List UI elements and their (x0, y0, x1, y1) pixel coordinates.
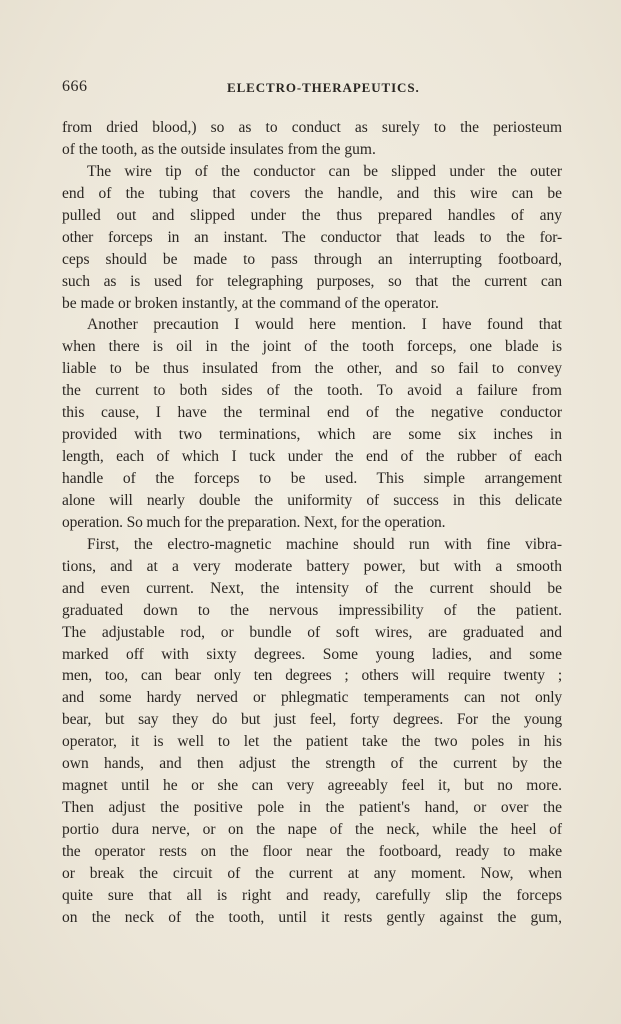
text-line: or break the circuit of the current at any moment. Now, when (62, 864, 562, 882)
text-line: pulled out and slipped under the thus prepared handles of any (62, 206, 562, 224)
text-line: handle of the forceps to be used. This simple arrangement (62, 470, 562, 487)
text-line: of the tooth, as the outside insulates from the gum. (62, 140, 376, 158)
text-line: alone will nearly double the uniformity of success in this delicate (62, 491, 562, 509)
text-line: end of the tubing that covers the handle, and this wire can be (62, 184, 562, 202)
text-line: The wire tip of the conductor can be slipped under the outer (87, 162, 562, 180)
text-line: other forceps in an instant. The conductor that leads to the for- (62, 228, 562, 246)
text-line: when there is oil in the joint of the tooth forceps, one blade is (62, 338, 562, 356)
text-line: portio dura nerve, or on the nape of the neck, while the heel of (62, 821, 562, 838)
text-line: and even current. Next, the intensity of the current should be (62, 579, 562, 597)
text-line: on the neck of the tooth, until it rests gently against the gum, (62, 908, 562, 926)
page-header (62, 78, 562, 98)
text-line: tions, and at a very moderate battery power, but with a smooth (62, 557, 562, 575)
text-line: bear, but say they do but just feel, forty degrees. For the young (62, 711, 562, 729)
text-line: magnet until he or she can very agreeably feel it, but no more. (62, 777, 562, 795)
text-line: the current to both sides of the tooth. To avoid a failure from (62, 382, 562, 400)
text-line: The adjustable rod, or bundle of soft wires, are graduated and (62, 623, 562, 641)
text-line: men, too, can bear only ten degrees ; others will require twenty ; (62, 667, 562, 685)
text-line: operator, it is well to let the patient take the two poles in his (62, 733, 562, 751)
text-line: operation. So much for the preparation. Next, for the operation. (62, 513, 446, 531)
text-line: be made or broken instantly, at the command of the operator. (62, 294, 439, 312)
page-number: 666 (62, 78, 88, 95)
text-line: provided with two terminations, which are some six inches in (62, 426, 562, 444)
text-line: Another precaution I would here mention. I have found that (87, 316, 562, 334)
text-line: First, the electro-magnetic machine should run with fine vibra- (87, 535, 562, 553)
text-line: the operator rests on the floor near the footboard, ready to make (62, 842, 562, 860)
body-text (62, 117, 562, 929)
text-line: ceps should be made to pass through an interrupting footboard, (62, 250, 562, 268)
text-line: such as is used for telegraphing purposes, so that the current can (62, 272, 562, 290)
text-line: quite sure that all is right and ready, carefully slip the forceps (62, 886, 562, 904)
text-line: Then adjust the positive pole in the patient's hand, or over the (62, 799, 562, 817)
text-line: length, each of which I tuck under the end of the rubber of each (62, 448, 562, 466)
text-line: own hands, and then adjust the strength of the current by the (62, 755, 562, 773)
text-line: from dried blood,) so as to conduct as surely to the periosteum (62, 119, 562, 136)
text-line: this cause, I have the terminal end of the negative conductor (62, 404, 562, 422)
text-line: marked off with sixty degrees. Some young ladies, and some (62, 645, 562, 663)
text-line: graduated down to the nervous impressibility of the patient. (62, 601, 562, 619)
running-title: ELECTRO-THERAPEUTICS. (227, 80, 420, 95)
text-line: liable to be thus insulated from the other, and so fail to convey (62, 360, 562, 378)
text-line: and some hardy nerved or phlegmatic temperaments can not only (62, 689, 562, 707)
